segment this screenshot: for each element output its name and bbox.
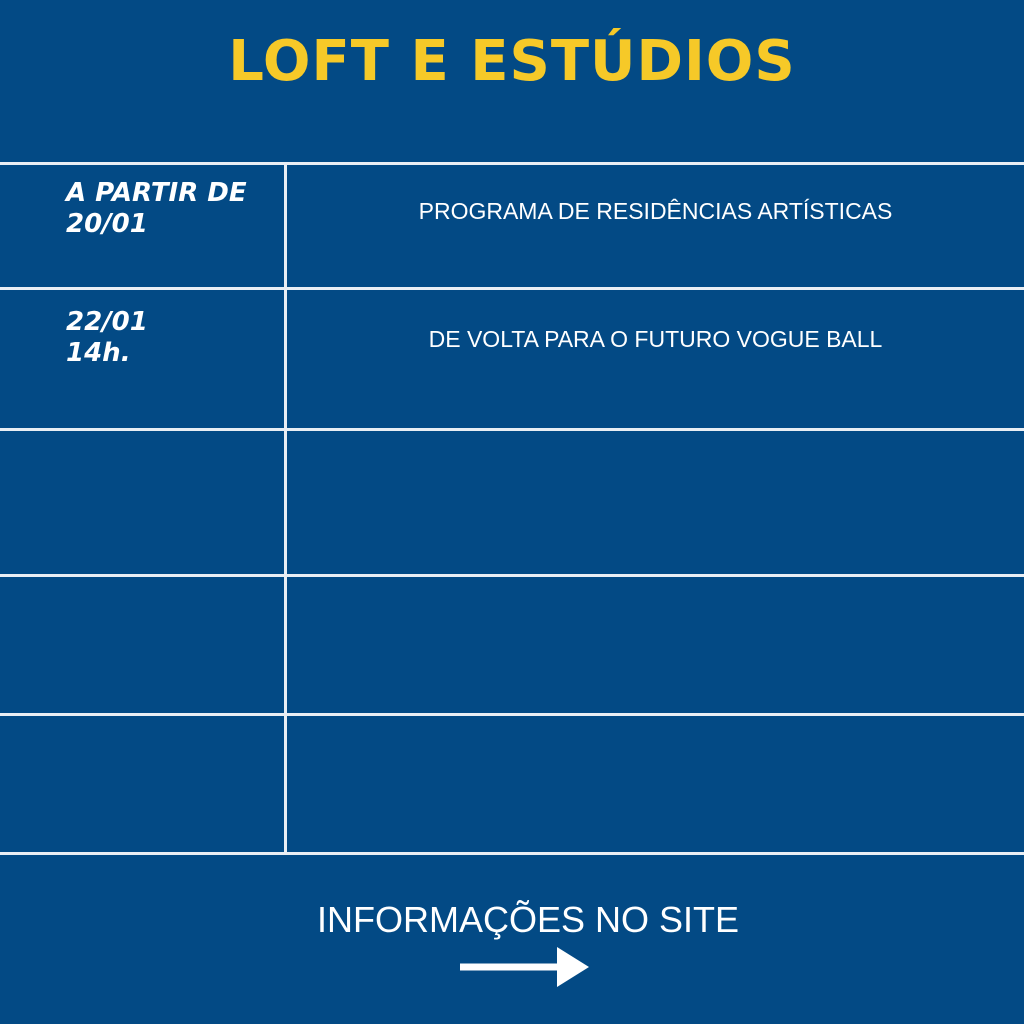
table-row-date [66,178,266,240]
date-line: 20/01 [66,209,148,239]
site-info-link[interactable]: INFORMAÇÕES NO SITE [316,899,740,940]
table-row-date [66,307,266,369]
table-column-divider [284,165,287,854]
page-title: LOFT E ESTÚDIOS [228,29,796,94]
date-line: A PARTIR DE [66,178,247,208]
date-line: 14h. [66,338,131,368]
table-row-event: DE VOLTA PARA O FUTURO VOGUE BALL [428,326,883,352]
date-line: 22/01 [66,307,148,337]
table-divider [0,428,1024,431]
table-divider [0,574,1024,577]
table-divider [0,162,1024,165]
right-arrow-icon[interactable] [460,945,590,989]
table-divider [0,287,1024,290]
table-divider [0,852,1024,855]
table-divider [0,713,1024,716]
table-row-event: PROGRAMA DE RESIDÊNCIAS ARTÍSTICAS [418,198,893,224]
